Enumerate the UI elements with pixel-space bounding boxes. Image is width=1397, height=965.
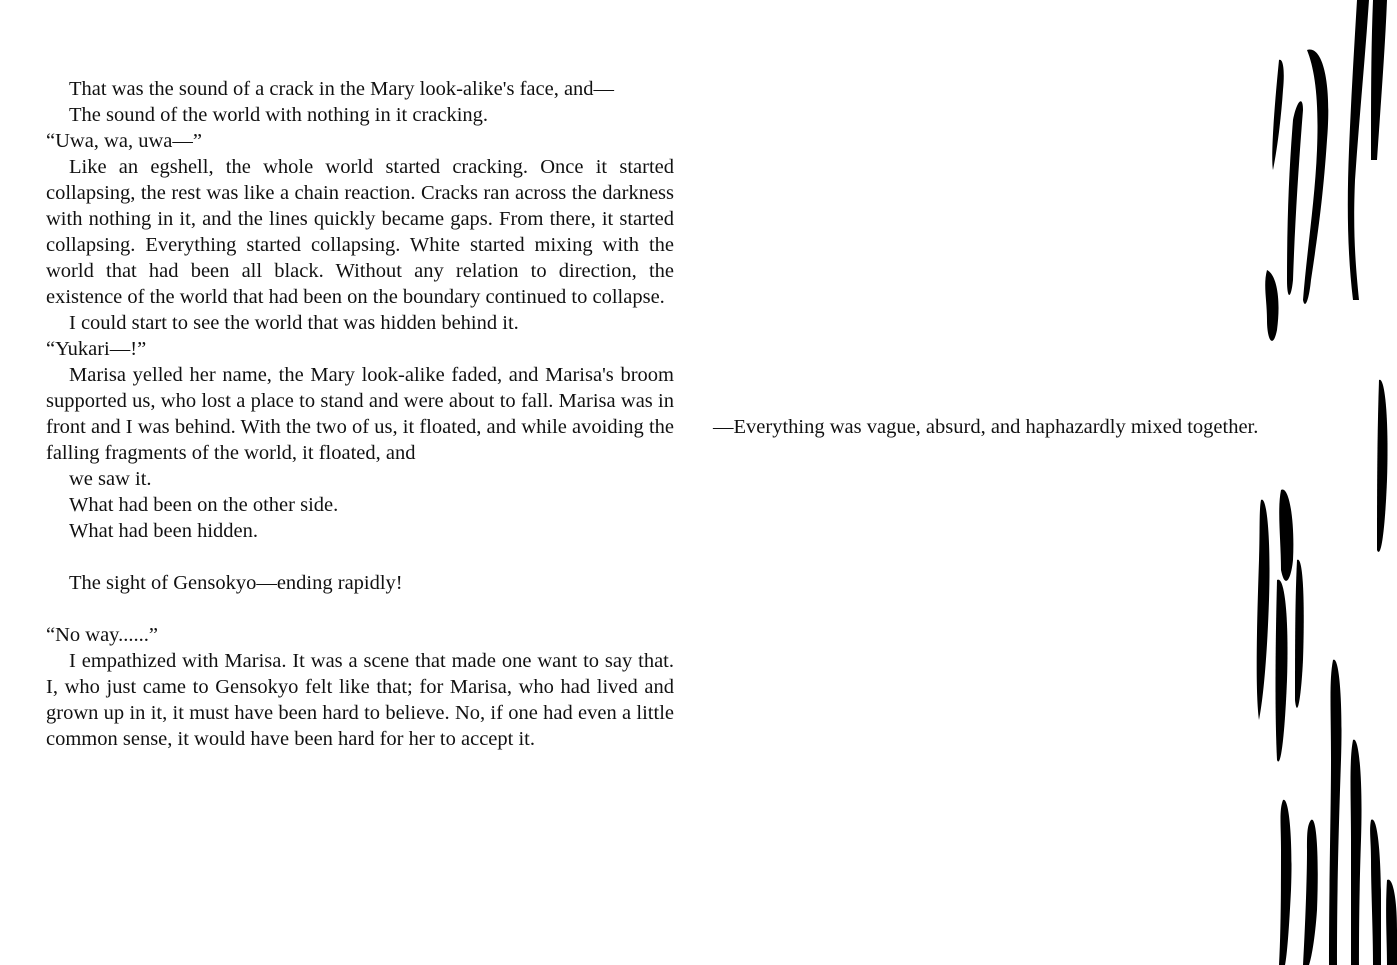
paragraph: Like an egshell, the whole world started cracking. Once it started collapsing, the rest was like a chain reaction. Cracks ran across the darkness with nothing in it, and the lines quickly became gaps. From there, it started collapsing. Everything started collapsing. White started mixing with the world that had been all black. Without any relation to direction, the existence of the world that had been on the boundary continued to collapse. [46,156,674,308]
paragraph: I empathized with Marisa. It was a scene that made one want to say that. I, who just came to Gensokyo felt like that; for Marisa, who had lived and grown up in it, it must have been hard to believe. No, if one had even a little common sense, it would have been hard for her to accept it. [46,650,674,750]
left-page-text [46,76,674,752]
right-page-line: —Everything was vague, absurd, and haphazardly mixed together. [713,416,1259,438]
paragraph-gap [46,596,674,622]
paragraph: What had been on the other side. [69,494,339,516]
paragraph: I could start to see the world that was hidden behind it. [69,312,519,334]
ink-brush-stroke-decoration [1237,0,1397,965]
paragraph: The sound of the world with nothing in it cracking. [69,104,489,126]
dialogue-line: “Yukari—!” [46,338,147,360]
paragraph: Marisa yelled her name, the Mary look-alike faded, and Marisa's broom supported us, who lost a place to stand and were about to fall. Marisa was in front and I was behind. With the two of us, it floated, and while avoiding the falling fragments of the world, it floated, and [46,364,674,464]
paragraph: That was the sound of a crack in the Mary look-alike's face, and— [69,78,615,100]
paragraph: What had been hidden. [69,520,258,542]
paragraph: The sight of Gensokyo—ending rapidly! [69,572,403,594]
paragraph: we saw it. [69,468,152,490]
dialogue-line: “No way......” [46,624,158,646]
paragraph-gap [46,544,674,570]
dialogue-line: “Uwa, wa, uwa—” [46,130,202,152]
